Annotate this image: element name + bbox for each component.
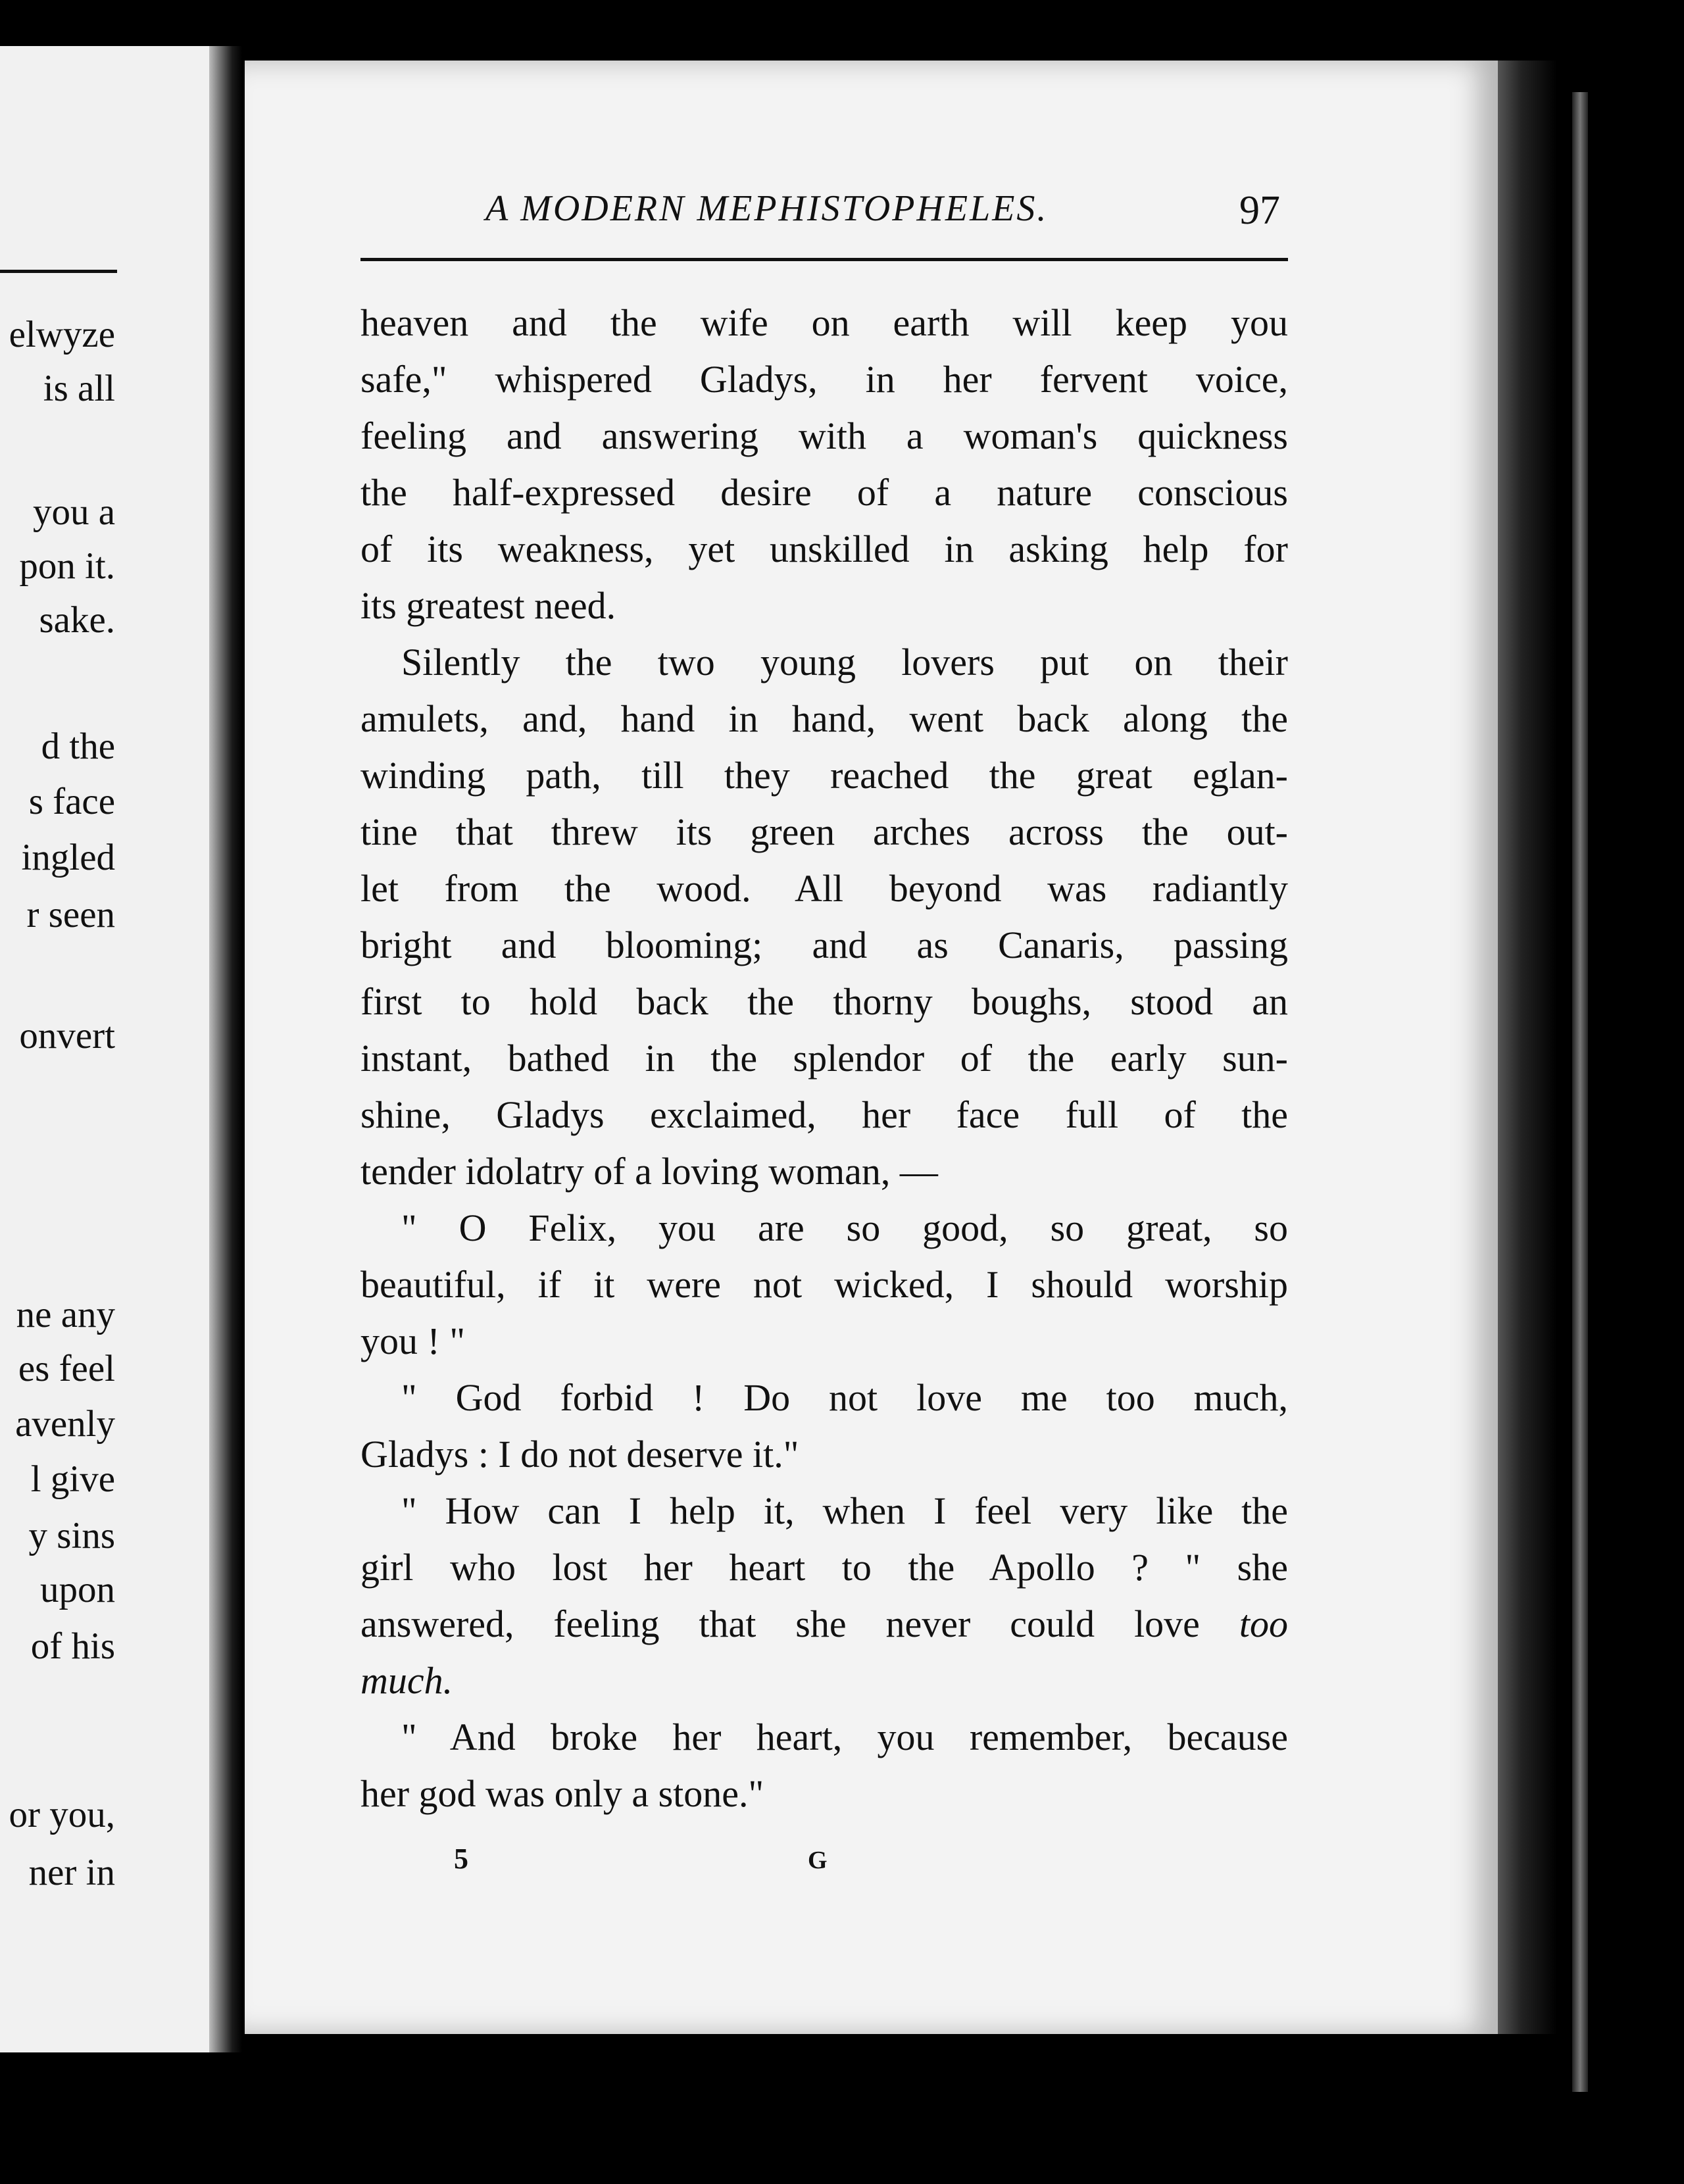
- text-line: " O Felix, you are so good, so great, so: [401, 1206, 1288, 1249]
- text-line: instant, bathed in the splendor of the early sun-: [360, 1037, 1288, 1080]
- facing-page-line: l give: [30, 1458, 115, 1500]
- facing-page-line: is all: [43, 368, 115, 409]
- text-line: Silently the two young lovers put on their: [401, 641, 1288, 683]
- text-line: let from the wood. All beyond was radiantly: [360, 867, 1288, 910]
- facing-page-line: avenly: [15, 1403, 115, 1445]
- facing-page-line: ne any: [16, 1294, 115, 1335]
- text-line: safe," whispered Gladys, in her fervent voice,: [360, 358, 1288, 401]
- facing-page-line: or you,: [9, 1794, 115, 1835]
- running-title: A MODERN MEPHISTOPHELES.: [485, 188, 1049, 229]
- text-line: " How can I help it, when I feel very like the: [401, 1489, 1288, 1532]
- facing-page-line: pon it.: [19, 545, 115, 587]
- text-line: " And broke her heart, you remember, because: [401, 1716, 1288, 1758]
- facing-page-line: you a: [32, 491, 115, 533]
- facing-page-line: r seen: [26, 894, 115, 935]
- facing-page-line: onvert: [19, 1015, 115, 1056]
- text-line: Gladys : I do not deserve it.": [360, 1433, 799, 1476]
- text-line: her god was only a stone.": [360, 1772, 764, 1815]
- facing-page-line: ner in: [28, 1852, 115, 1893]
- text-line: tender idolatry of a loving woman, —: [360, 1150, 938, 1193]
- text-line: beautiful, if it were not wicked, I should worship: [360, 1263, 1288, 1306]
- text-line: of its weakness, yet unskilled in asking help for: [360, 528, 1288, 570]
- facing-page-line: ingled: [21, 837, 115, 878]
- page-number: 97: [1239, 188, 1280, 233]
- facing-page-line: elwyze: [9, 314, 115, 355]
- facing-page-line: of his: [30, 1626, 115, 1667]
- facing-page-line: sake.: [39, 599, 115, 641]
- text-line: bright and blooming; and as Canaris, passing: [360, 924, 1288, 966]
- facing-page-line: d the: [41, 726, 115, 767]
- text-line: you ! ": [360, 1320, 465, 1362]
- header-rule: [360, 258, 1288, 261]
- page-header: [360, 187, 1288, 234]
- text-line: first to hold back the thorny boughs, stood an: [360, 980, 1288, 1023]
- text-line: shine, Gladys exclaimed, her face full of the: [360, 1093, 1288, 1136]
- text-line: feeling and answering with a woman's quickness: [360, 414, 1288, 457]
- book-gutter: [209, 46, 242, 2052]
- italic-emphasis: too: [1239, 1602, 1288, 1645]
- text-line: amulets, and, hand in hand, went back along the: [360, 697, 1288, 740]
- text-span: answered, feeling that she never could love: [360, 1602, 1239, 1645]
- text-line: tine that threw its green arches across the out-: [360, 810, 1288, 853]
- book-cover-edge: [1572, 92, 1588, 2092]
- signature-letter: G: [808, 1847, 828, 1874]
- signature-number: 5: [454, 1843, 468, 1875]
- page-edge-shadow: [1498, 61, 1557, 2034]
- facing-page-line: upon: [40, 1569, 115, 1610]
- facing-page-rule: [0, 270, 117, 273]
- text-line: girl who lost her heart to the Apollo ? " she: [360, 1546, 1288, 1589]
- text-line: heaven and the wife on earth will keep you: [360, 301, 1288, 344]
- facing-page-line: s face: [28, 781, 115, 822]
- text-line: " God forbid ! Do not love me too much,: [401, 1376, 1288, 1419]
- text-line: its greatest need.: [360, 584, 616, 627]
- text-line: winding path, till they reached the great eglan-: [360, 754, 1288, 797]
- facing-page-line: es feel: [18, 1348, 115, 1389]
- facing-page: [0, 46, 210, 2052]
- facing-page-line: y sins: [28, 1515, 115, 1556]
- text-line: much.: [360, 1659, 453, 1702]
- text-line: the half-expressed desire of a nature conscious: [360, 471, 1288, 514]
- text-line: [360, 1596, 1288, 1652]
